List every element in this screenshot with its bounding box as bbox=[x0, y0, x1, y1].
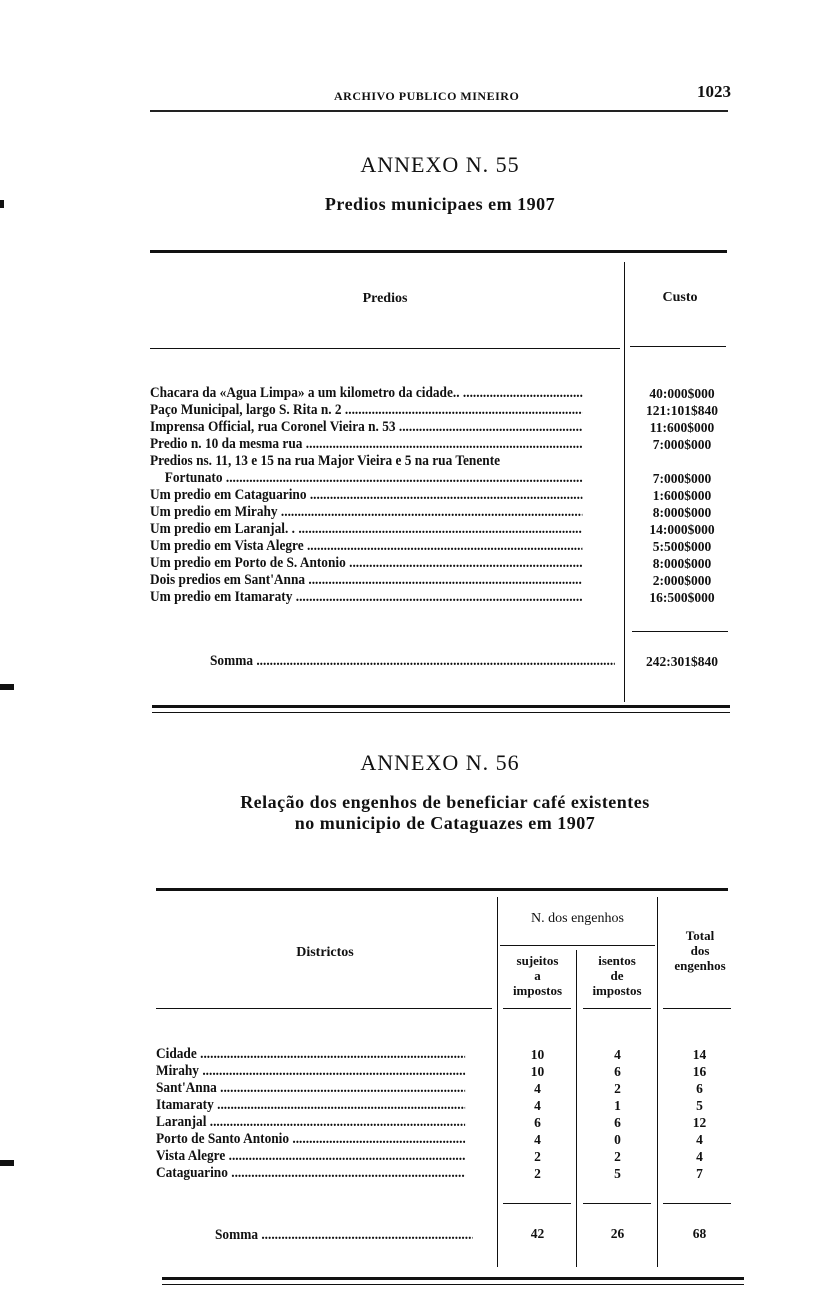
annex55-subtitle: Predios municipaes em 1907 bbox=[324, 194, 556, 214]
annex56-sujeitos-values bbox=[500, 1046, 575, 1182]
annex55-row-value: 40:000$000 bbox=[649, 386, 715, 401]
annex55-row-value bbox=[632, 453, 732, 470]
annex55-row-value: 8:000$000 bbox=[652, 556, 712, 571]
annex56-isentos: 5 bbox=[614, 1166, 621, 1181]
annex56-sum-rule-i bbox=[583, 1203, 651, 1204]
annex56-total-total: 68 bbox=[692, 1226, 707, 1241]
annex55-row-label: Um predio em Cataguarino ..... bbox=[150, 487, 582, 504]
annex56-col-districtos: Districtos bbox=[296, 945, 354, 960]
annex56-subtitle-1: Relação dos engenhos de beneficiar café existentes bbox=[240, 792, 650, 812]
annex55-row-label: Fortunato ..... bbox=[150, 470, 582, 487]
annex55-row-value: 11:600$000 bbox=[649, 420, 715, 435]
annex55-header-rule-custo bbox=[630, 346, 726, 347]
annex56-district: Laranjal ..... bbox=[156, 1114, 465, 1131]
annex56-sum-rule-s bbox=[503, 1203, 571, 1204]
annex55-rows bbox=[150, 385, 620, 606]
annex56-total: 7 bbox=[696, 1166, 703, 1181]
annex56-col-isentos-line: impostos bbox=[592, 983, 642, 998]
annex55-row-value: 16:500$000 bbox=[649, 590, 715, 605]
annex55-col-predios: Predios bbox=[362, 291, 408, 306]
annex56-col-total bbox=[660, 928, 740, 973]
annex56-sujeitos: 4 bbox=[534, 1132, 541, 1147]
annex56-header-rule-t bbox=[663, 1008, 731, 1009]
annex55-total-value: 242:301$840 bbox=[646, 654, 718, 669]
annex56-col-isentos-line: de bbox=[610, 968, 624, 983]
annex56-isentos: 2 bbox=[614, 1081, 621, 1096]
annex55-row-label: Paço Municipal, largo S. Rita n. 2 ..... bbox=[150, 402, 582, 419]
annex56-divider-3 bbox=[657, 897, 658, 1267]
annex56-title: ANNEXO N. 56 bbox=[360, 750, 520, 775]
annex56-total: 6 bbox=[696, 1081, 703, 1096]
annex55-header-rule bbox=[150, 348, 620, 349]
annex56-sujeitos: 2 bbox=[534, 1166, 541, 1181]
annex56-district: Porto de Santo Antonio ..... bbox=[156, 1131, 465, 1148]
annex56-total-sujeitos: 42 bbox=[530, 1226, 545, 1241]
annex56-sujeitos: 10 bbox=[530, 1047, 545, 1062]
annex56-district: Cataguarino ..... bbox=[156, 1165, 465, 1182]
annex56-isentos: 6 bbox=[614, 1115, 621, 1130]
annex56-bottom-rule bbox=[162, 1277, 744, 1280]
annex55-row-label: Imprensa Official, rua Coronel Vieira n. 53 ..... bbox=[150, 419, 582, 436]
annex56-col-total-line: engenhos bbox=[674, 958, 726, 973]
annex56-subtitle-2: no municipio de Cataguazes em 1907 bbox=[294, 813, 596, 833]
annex56-col-sujeitos-line: sujeitos bbox=[516, 953, 559, 968]
scan-mark bbox=[0, 1160, 14, 1166]
annex56-divider-2 bbox=[576, 950, 577, 1267]
annex56-col-isentos bbox=[579, 953, 655, 998]
annex56-sujeitos: 4 bbox=[534, 1098, 541, 1113]
annex56-district: Vista Alegre ..... bbox=[156, 1148, 465, 1165]
annex55-title: ANNEXO N. 55 bbox=[360, 152, 520, 177]
annex55-row-value: 121:101$840 bbox=[646, 403, 718, 418]
annex55-row-label: Um predio em Laranjal. . ..... bbox=[150, 521, 582, 538]
annex55-row-label: Um predio em Itamaraty ..... bbox=[150, 589, 582, 606]
annex56-header-rule-i bbox=[583, 1008, 651, 1009]
scan-mark bbox=[0, 200, 4, 208]
annex55-row-value: 8:000$000 bbox=[652, 505, 712, 520]
annex56-col-sujeitos-line: impostos bbox=[512, 983, 563, 998]
annex56-isentos: 0 bbox=[614, 1132, 621, 1147]
annex56-district: Itamaraty ..... bbox=[156, 1097, 465, 1114]
annex56-sujeitos: 2 bbox=[534, 1149, 541, 1164]
annex55-row-label: Um predio em Vista Alegre ..... bbox=[150, 538, 582, 555]
annex56-top-rule bbox=[156, 888, 728, 891]
annex56-isentos-values bbox=[580, 1046, 655, 1182]
annex55-row-value: 1:600$000 bbox=[652, 488, 712, 503]
annex55-row-value: 14:000$000 bbox=[649, 522, 715, 537]
annex56-total: 12 bbox=[692, 1115, 707, 1130]
annex56-col-total-line: dos bbox=[690, 943, 710, 958]
annex55-column-divider bbox=[624, 262, 625, 702]
annex56-bottom-rule-2 bbox=[162, 1284, 744, 1285]
annex55-bottom-rule bbox=[152, 705, 730, 708]
annex56-sujeitos: 6 bbox=[534, 1115, 541, 1130]
annex55-row-value: 5:500$000 bbox=[652, 539, 712, 554]
annex56-col-n-engenhos: N. dos engenhos bbox=[531, 911, 624, 926]
annex55-row-label: Dois predios em Sant'Anna ..... bbox=[150, 572, 582, 589]
scan-mark bbox=[0, 684, 14, 690]
annex55-row-label: Chacara da «Agua Limpa» a um kilometro da cidade.. ..... bbox=[150, 385, 582, 402]
annex56-sujeitos: 10 bbox=[530, 1064, 545, 1079]
annex56-total-label: Somma ..... bbox=[215, 1227, 473, 1244]
annex56-isentos: 6 bbox=[614, 1064, 621, 1079]
annex55-row-label: Predio n. 10 da mesma rua ..... bbox=[150, 436, 582, 453]
annex56-header-rule-s bbox=[503, 1008, 571, 1009]
annex56-sum-rule-t bbox=[663, 1203, 731, 1204]
annex56-district: Mirahy ..... bbox=[156, 1063, 465, 1080]
annex55-row-label: Um predio em Porto de S. Antonio ..... bbox=[150, 555, 582, 572]
annex56-sujeitos: 4 bbox=[534, 1081, 541, 1096]
annex56-isentos: 1 bbox=[614, 1098, 621, 1113]
annex56-divider-1 bbox=[497, 897, 498, 1267]
annex56-district: Sant'Anna ..... bbox=[156, 1080, 465, 1097]
annex55-col-custo: Custo bbox=[662, 290, 698, 305]
annex56-subheader-rule bbox=[500, 945, 655, 946]
annex56-total: 4 bbox=[696, 1149, 703, 1164]
annex55-row-label: Predios ns. 11, 13 e 15 na rua Major Vieira e 5 na rua Tenente bbox=[150, 453, 501, 469]
annex55-row-value: 7:000$000 bbox=[652, 471, 712, 486]
annex56-isentos: 2 bbox=[614, 1149, 621, 1164]
annex56-header-rule bbox=[156, 1008, 492, 1009]
page-number: 1023 bbox=[697, 82, 731, 101]
annex55-top-rule bbox=[150, 250, 727, 253]
annex56-total: 4 bbox=[696, 1132, 703, 1147]
annex56-total: 14 bbox=[692, 1047, 707, 1062]
running-head: ARCHIVO PUBLICO MINEIRO bbox=[334, 89, 520, 103]
annex56-col-isentos-line: isentos bbox=[598, 953, 636, 968]
annex55-bottom-rule-2 bbox=[152, 712, 730, 713]
annex56-total: 16 bbox=[692, 1064, 707, 1079]
annex56-isentos: 4 bbox=[614, 1047, 621, 1062]
annex56-col-sujeitos bbox=[500, 953, 575, 998]
annex56-total: 5 bbox=[696, 1098, 703, 1113]
annex56-col-total-line: Total bbox=[685, 928, 715, 943]
annex55-sum-rule bbox=[632, 631, 728, 632]
annex56-district-list bbox=[156, 1046, 492, 1182]
annex56-col-sujeitos-line: a bbox=[534, 968, 541, 983]
annex55-total-label: Somma ..... bbox=[210, 653, 615, 670]
annex55-row-value: 2:000$000 bbox=[652, 573, 712, 588]
annex55-row-value: 7:000$000 bbox=[652, 437, 712, 452]
annex55-values bbox=[632, 385, 732, 606]
annex56-total-isentos: 26 bbox=[610, 1226, 625, 1241]
header-rule bbox=[150, 110, 728, 112]
annex56-total-values bbox=[662, 1046, 737, 1182]
annex55-row-label: Um predio em Mirahy ..... bbox=[150, 504, 582, 521]
annex56-district: Cidade ..... bbox=[156, 1046, 465, 1063]
